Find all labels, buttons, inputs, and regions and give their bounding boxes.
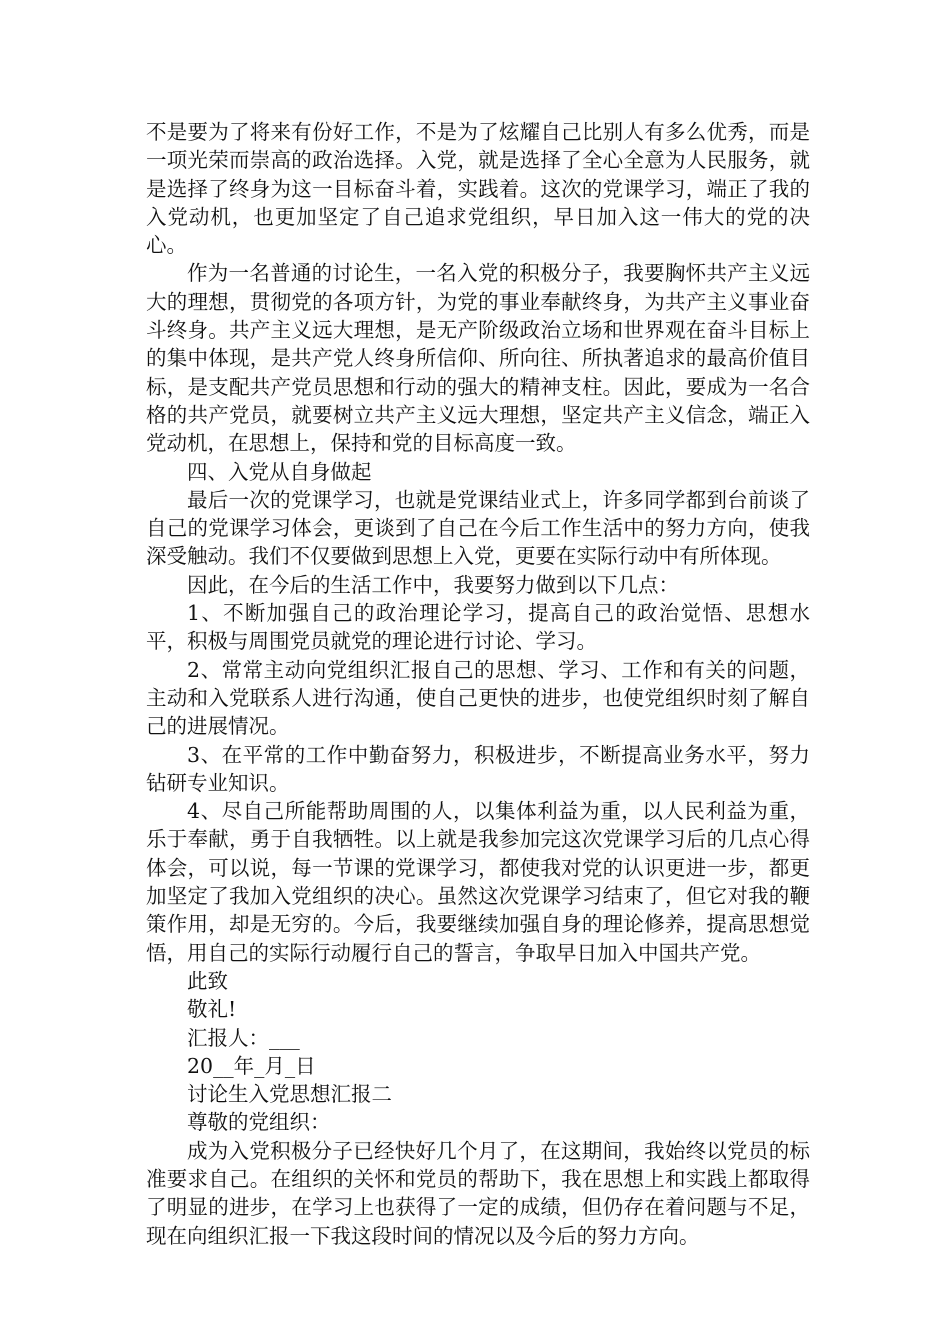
list-item-3: 3、在平常的工作中勤奋努力，积极进步，不断提高业务水平，努力钻研专业知识。 bbox=[146, 742, 810, 795]
list-item-1: 1、不断加强自己的政治理论学习，提高自己的政治觉悟、思想水平，积极与周围党员就党的理论进行讨论、学习。 bbox=[146, 601, 810, 654]
list-item-2: 2、常常主动向党组织汇报自己的思想、学习、工作和有关的问题，主动和入党联系人进行沟通，使自己更快的进步，也使党组织时刻了解自己的进展情况。 bbox=[146, 657, 810, 739]
second-report-title: 讨论生入党思想汇报二 bbox=[187, 1082, 392, 1107]
closing-regards: 敬礼! bbox=[187, 997, 237, 1022]
second-report-intro: 成为入党积极分子已经快好几个月了，在这期间，我始终以党员的标准要求自己。在组织的关怀和党员的帮助下，我在思想上和实践上都取得了明显的进步，在学习上也获得了一定的成绩，但仍存在着问题与不足，现在向组织汇报一下我这段时间的情况以及今后的努力方向。 bbox=[146, 1138, 810, 1248]
paragraph-final-lesson: 最后一次的党课学习，也就是党课结业式上，许多同学都到台前谈了自己的党课学习体会，更谈到了自己在今后工作生活中的努力方向，使我深受触动。我们不仅要做到思想上入党，更要在实际行动中有所体现。 bbox=[146, 487, 810, 569]
paragraph-continued-motivation: 不是要为了将来有份好工作，不是为了炫耀自己比别人有多么优秀，而是一项光荣而崇高的政治选择。入党，就是选择了全心全意为人民服务，就是选择了终身为这一目标奋斗着，实践着。这次的党课学习，端正了我的入党动机，也更加坚定了自己追求党组织，早日加入这一伟大的党的决心。 bbox=[146, 120, 810, 258]
paragraph-following-points: 因此，在今后的生活工作中，我要努力做到以下几点： bbox=[187, 572, 679, 597]
document-page bbox=[146, 118, 810, 1250]
reporter-line: 汇报人：___ bbox=[187, 1025, 300, 1050]
closing-salutation: 此致 bbox=[187, 968, 228, 993]
list-item-4: 4、尽自己所能帮助周围的人，以集体利益为重，以人民利益为重，乐于奉献，勇于自我牺牲。以上就是我参加完这次党课学习后的几点心得体会，可以说，每一节课的党课学习，都使我对党的认识更进一步，都更加坚定了我加入党组织的决心。虽然这次党课学习结束了，但它对我的鞭策作用，却是无穷的。今后，我要继续加强自身的理论修养，提高思想觉悟，用自己的实际行动履行自己的誓言，争取早日加入中国共产党。 bbox=[146, 799, 810, 965]
second-report-greeting: 尊敬的党组织： bbox=[187, 1110, 331, 1135]
date-line: 20__年_月_日 bbox=[187, 1053, 316, 1078]
section-heading-four: 四、入党从自身做起 bbox=[187, 459, 372, 484]
paragraph-communist-ideal: 作为一名普通的讨论生，一名入党的积极分子，我要胸怀共产主义远大的理想，贯彻党的各项方针，为党的事业奉献终身，为共产主义事业奋斗终身。共产主义远大理想，是无产阶级政治立场和世界观在奋斗目标上的集中体现，是共产党人终身所信仰、所向往、所执著追求的最高价值目标，是支配共产党员思想和行动的强大的精神支柱。因此，要成为一名合格的共产党员，就要树立共产主义远大理想，坚定共产主义信念，端正入党动机，在思想上，保持和党的目标高度一致。 bbox=[146, 261, 810, 456]
